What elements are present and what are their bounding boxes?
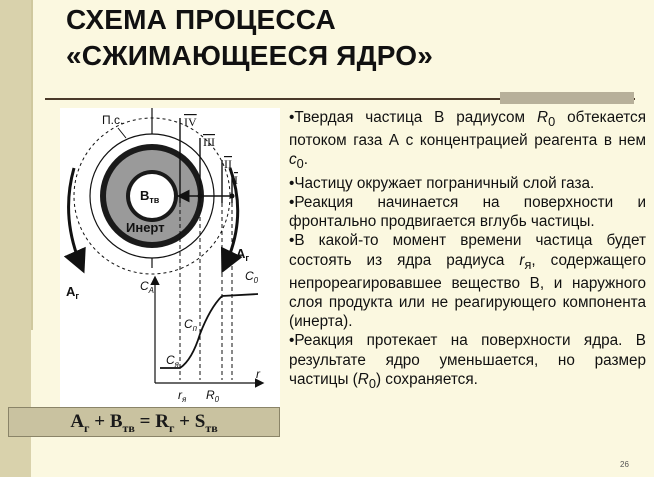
left-strip-edge bbox=[31, 0, 33, 330]
bullet-3: •Реакция начинается на поверхности и фронтально продвигается вглубь частицы. bbox=[289, 193, 646, 231]
graph-x-label: r bbox=[256, 367, 260, 381]
bullet-4-var: r bbox=[519, 251, 525, 269]
eq-B: В bbox=[109, 411, 123, 432]
diffusion-start-dot bbox=[230, 194, 235, 199]
shrinking-core-diagram bbox=[60, 108, 280, 408]
bullet-1-var: R bbox=[537, 109, 549, 126]
eq-R: R bbox=[155, 411, 169, 432]
bullet-4-text-a: •В какой-то момент времени частица будет состоять из ядра радиуса bbox=[289, 232, 646, 269]
title-line-1: СХЕМА ПРОЦЕССА bbox=[66, 4, 336, 35]
zone-III-label: III bbox=[203, 135, 215, 149]
bullet-2: •Частицу окружает пограничный слой газа. bbox=[289, 174, 595, 192]
bullet-5 bbox=[289, 331, 646, 393]
bullet-4-text-b: , содержащего непрореагировавшее вещество В, и наружного слоя продукта или не реагирующего компонента (инерта). bbox=[289, 251, 646, 331]
diagram-svg bbox=[60, 108, 280, 408]
eq-B-sub: тв bbox=[122, 420, 135, 435]
bullet-1-sub: 0 bbox=[548, 114, 556, 130]
bullet-1-text-a: •Твердая частица В радиусом bbox=[289, 109, 537, 126]
flow-arrow-left bbox=[69, 168, 82, 268]
boundary-layer-pointer bbox=[118, 128, 126, 138]
eq-A: А bbox=[70, 411, 85, 432]
graph-r0-label: $R_0$ bbox=[206, 388, 220, 404]
flow-label-right: $А_г$ bbox=[236, 246, 250, 263]
eq-R-sub: г bbox=[168, 420, 175, 435]
graph-c0-label: $С_0$ bbox=[245, 269, 259, 285]
core-label: $В_{тв}$ bbox=[140, 188, 160, 205]
zone-IV-label: IV bbox=[184, 115, 197, 129]
bullet-5-text-a: •Реакция протекает на поверхности ядра. В результате ядро уменьшается, но размер частицы ( bbox=[289, 332, 646, 388]
eq-S-sub: тв bbox=[205, 420, 218, 435]
left-decorative-strip bbox=[0, 0, 31, 477]
bullet-4 bbox=[289, 231, 646, 331]
bullet-1 bbox=[289, 108, 646, 174]
graph-y-label: $С_А$ bbox=[140, 279, 155, 295]
eq-A-sub: г bbox=[84, 420, 90, 435]
diffusion-mid-dot bbox=[198, 194, 203, 199]
slide-title bbox=[66, 2, 626, 74]
bullet-1-text-b: обтекается потоком газа А с концентрацией реагента в нем bbox=[289, 109, 646, 150]
bullet-5-var: R bbox=[357, 370, 369, 388]
title-line-2: «СЖИМАЮЩЕЕСЯ ЯДРО» bbox=[66, 40, 433, 71]
page-number: 26 bbox=[620, 460, 629, 469]
bullet-1-var2: c bbox=[289, 151, 297, 169]
zone-II-label: II bbox=[224, 157, 232, 171]
bullet-1-sub2: 0 bbox=[296, 156, 304, 172]
graph-cp-label: $С_п$ bbox=[184, 317, 198, 333]
bullet-list bbox=[289, 108, 646, 393]
graph-ry-label: $r_я$ bbox=[178, 388, 187, 404]
bullet-4-sub: я bbox=[524, 256, 532, 272]
zone-I-label: I bbox=[234, 173, 238, 187]
boundary-layer-label: П.с. bbox=[102, 113, 124, 127]
flow-label-left: $А_г$ bbox=[66, 284, 80, 301]
reaction-equation: $А_г + В_{тв} = R_г + S_{тв}$ bbox=[8, 407, 280, 437]
graph-cya-label: $С_я$ bbox=[166, 353, 179, 369]
bullet-1-text-c: . bbox=[303, 151, 308, 169]
bullet-5-sub: 0 bbox=[368, 375, 376, 391]
eq-S: S bbox=[194, 411, 206, 432]
inert-label: Инерт bbox=[126, 220, 165, 235]
concentration-curve bbox=[160, 294, 258, 368]
title-divider-accent bbox=[500, 92, 634, 104]
bullet-5-text-b: ) сохраняется. bbox=[375, 370, 478, 388]
